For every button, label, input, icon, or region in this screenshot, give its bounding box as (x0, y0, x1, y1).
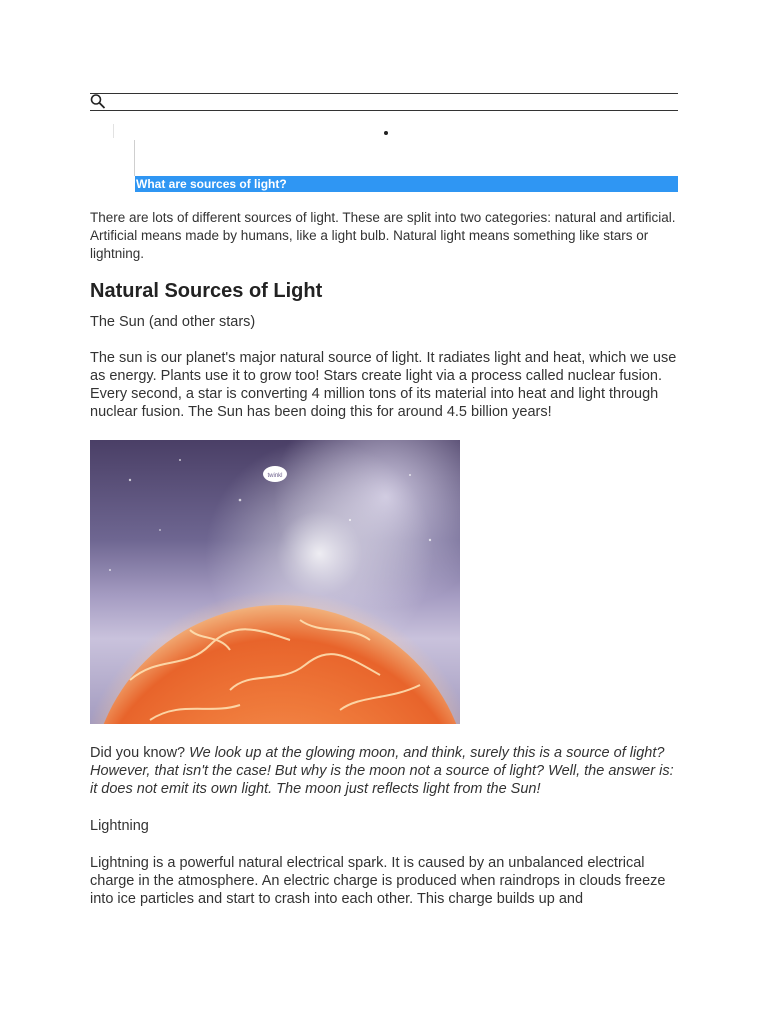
vertical-divider (134, 140, 135, 176)
lightning-subheading: Lightning (90, 818, 149, 834)
intro-paragraph: There are lots of different sources of light. These are split into two categories: natural and artificial. Artificial means made by humans, like a light bulb. Natural light means something like stars or lightning. (90, 210, 676, 261)
did-you-know-text: We look up at the glowing moon, and think, surely this is a source of light? However, that isn't the case! But why is the moon not a source of light? Well, the answer is: it does not emit its own light. The moon just reflects light from the Sun! (90, 745, 674, 797)
sun-paragraph: The sun is our planet's major natural source of light. It radiates light and heat, which we use as energy. Plants use it to grow too! Stars create light via a process called nuclear fusion. Every second, a star is converting 4 million tons of its material into heat and light through nuclear fusion. The Sun has been doing this for around 4.5 billion years! (90, 350, 677, 420)
did-you-know-label: Did you know? (90, 745, 186, 761)
sun-subheading: The Sun (and other stars) (90, 314, 256, 330)
sun-image (90, 440, 460, 724)
article-content (90, 209, 680, 908)
bullet-dot (384, 131, 388, 135)
did-you-know (90, 744, 680, 798)
lightning-paragraph: Lightning is a powerful natural electrical spark. It is caused by an unbalanced electrical charge in the atmosphere. An electric charge is produced when raindrops in clouds freeze into ice particles and start to crash into each other. This charge builds up and (90, 855, 666, 907)
divider-tick (113, 124, 114, 138)
section-heading: Natural Sources of Light (90, 280, 323, 302)
search-icon[interactable] (90, 93, 106, 109)
twinkl-logo: twinkl (267, 473, 283, 479)
search-bar[interactable] (90, 93, 678, 111)
section-highlight-title: What are sources of light? (135, 176, 678, 192)
